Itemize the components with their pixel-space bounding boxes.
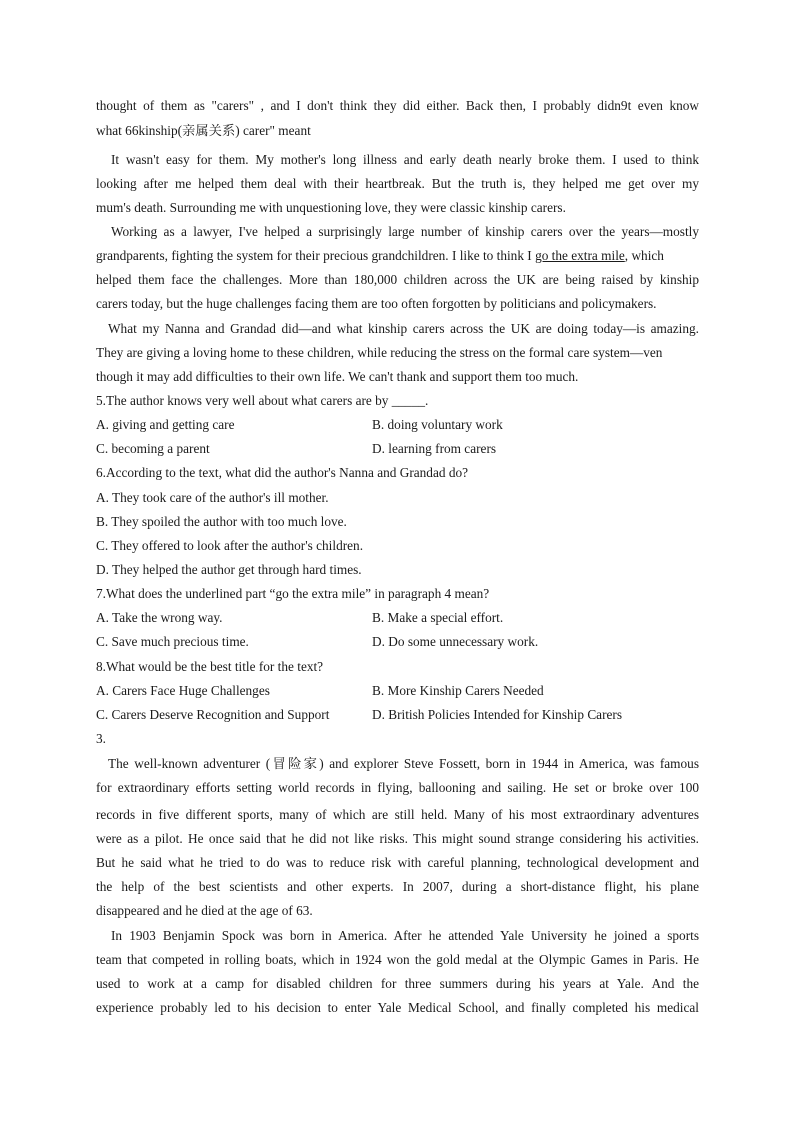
text-line: What my Nanna and Grandad did—and what kinship carers across the UK are doing today—is amazing.	[108, 321, 699, 336]
option-7c: C. Save much precious time.	[96, 634, 249, 649]
option-7b: B. Make a special effort.	[372, 610, 504, 625]
underlined-phrase: go the extra mile	[535, 248, 625, 263]
text-line: disappeared and he died at the age of 63.	[96, 903, 313, 918]
text-line: what 66kinship(亲属关系) carer" meant	[96, 123, 311, 138]
text-line: It wasn't easy for them. My mother's long illness and early death nearly broke them. I used to think	[111, 152, 699, 167]
question-6: 6.According to the text, what did the author's Nanna and Grandad do?	[96, 465, 469, 480]
question-5: 5.The author knows very well about what carers are by _____.	[96, 393, 429, 408]
text-line: Working as a lawyer, I've helped a surprisingly large number of kinship carers over the years—mostly	[111, 224, 699, 239]
text-line: experience probably led to his decision to enter Yale Medical School, and finally completed his medical	[96, 1000, 699, 1015]
text-line: used to work at a camp for disabled children for three summers during his years at Yale. And the	[96, 976, 699, 991]
option-6b: B. They spoiled the author with too much love.	[96, 514, 347, 529]
text-line: But he said what he tried to do was to reduce risk with careful planning, technological development and	[96, 855, 699, 870]
text-line: were as a pilot. He once said that he did not like risks. This might sound strange considering his activities.	[96, 831, 699, 846]
option-6c: C. They offered to look after the author's children.	[96, 538, 364, 553]
option-5b: B. doing voluntary work	[372, 417, 503, 432]
option-6d: D. They helped the author get through hard times.	[96, 562, 362, 577]
section-number: 3.	[96, 731, 106, 746]
option-8a: A. Carers Face Huge Challenges	[96, 683, 270, 698]
text-line: The well-known adventurer (冒险家) and explorer Steve Fossett, born in 1944 in America, was famous	[108, 756, 699, 771]
option-8b: B. More Kinship Carers Needed	[372, 683, 544, 698]
text-line: In 1903 Benjamin Spock was born in America. After he attended Yale University he joined a sports	[111, 928, 699, 943]
text-line: records in five different sports, many of which are still held. Many of his most extraordinary adventures	[96, 807, 699, 822]
option-7a: A. Take the wrong way.	[96, 610, 223, 625]
text-line	[96, 247, 699, 264]
text-line: mum's death. Surrounding me with unquestioning love, they were classic kinship carers.	[96, 200, 566, 215]
option-8c: C. Carers Deserve Recognition and Support	[96, 707, 330, 722]
text-line: looking after me helped them deal with their heartbreak. But the truth is, they helped me get over my	[96, 176, 699, 191]
option-6a: A. They took care of the author's ill mother.	[96, 490, 329, 505]
option-5a: A. giving and getting care	[96, 417, 235, 432]
question-7: 7.What does the underlined part “go the extra mile” in paragraph 4 mean?	[96, 586, 490, 601]
option-5d: D. learning from carers	[372, 441, 497, 456]
text-line: They are giving a loving home to these children, while reducing the stress on the formal care system—ven	[96, 345, 663, 360]
text-line: thought of them as "carers" , and I don't think they did either. Back then, I probably didn9t even know	[96, 98, 699, 113]
option-5c: C. becoming a parent	[96, 441, 210, 456]
option-7d: D. Do some unnecessary work.	[372, 634, 539, 649]
text-segment: grandparents, fighting the system for their precious grandchildren. I like to think I	[96, 248, 536, 263]
text-line: for extraordinary efforts setting world records in flying, ballooning and sailing. He set or broke over 100	[96, 780, 699, 795]
question-8: 8.What would be the best title for the text?	[96, 659, 324, 674]
text-line: the help of the best scientists and other experts. In 2007, during a short-distance flight, his plane	[96, 879, 699, 894]
text-line: team that competed in rolling boats, which in 1924 won the gold medal at the Olympic Games in Paris. He	[96, 952, 699, 967]
text-line: helped them face the challenges. More than 180,000 children across the UK are being raised by kinship	[96, 272, 699, 287]
text-line: carers today, but the huge challenges facing them are too often forgotten by politicians and policymakers.	[96, 296, 657, 311]
text-line: though it may add difficulties to their own life. We can't thank and support them too much.	[96, 369, 579, 384]
text-segment: , which	[624, 248, 664, 263]
option-8d: D. British Policies Intended for Kinship Carers	[372, 707, 623, 722]
